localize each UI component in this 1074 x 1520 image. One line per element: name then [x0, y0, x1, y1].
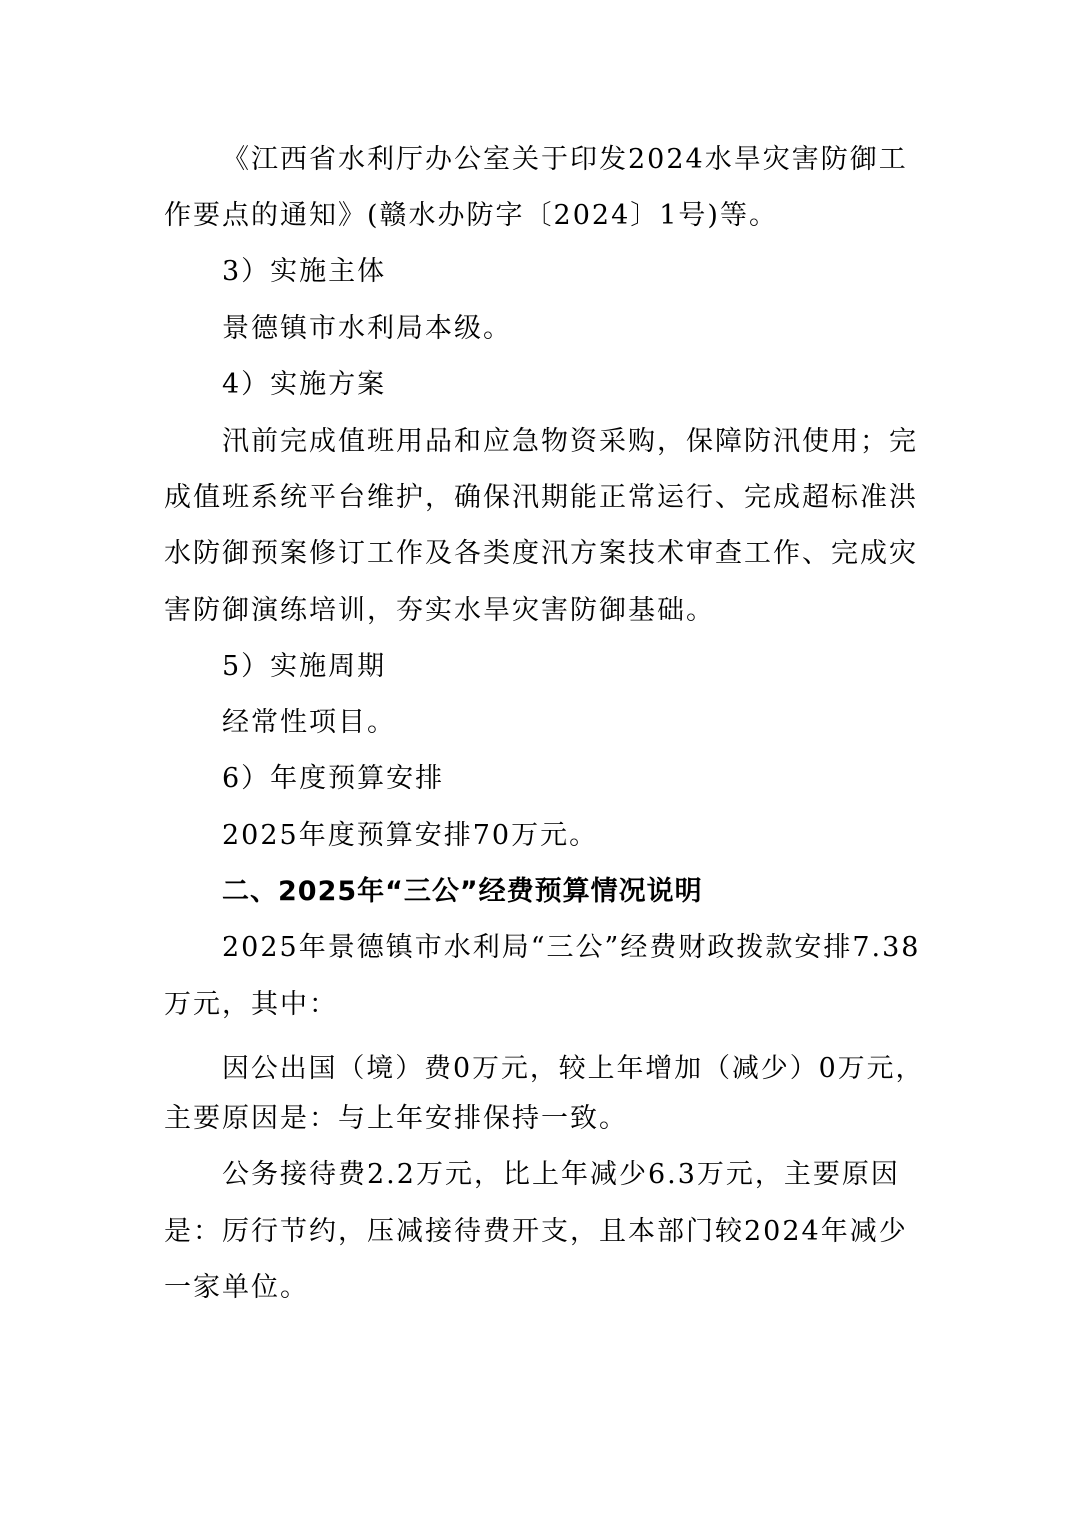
paragraph-line: 一家单位。 [164, 1272, 309, 1303]
paragraph-line: 水防御预案修订工作及各类度汛方案技术审查工作、完成灾 [164, 538, 918, 569]
paragraph-line: 2025年景德镇市水利局“三公”经费财政拨款安排7.38 [222, 932, 921, 963]
paragraph-line: 害防御演练培训，夯实水旱灾害防御基础。 [164, 595, 715, 626]
paragraph-line: 万元，其中： [164, 989, 338, 1020]
paragraph-line: 因公出国（境）费0万元，较上年增加（减少）0万元， [222, 1053, 925, 1084]
paragraph-line: 作要点的通知》(赣水办防字〔2024〕1号)等。 [164, 200, 778, 231]
section-heading: 二、2025年“三公”经费预算情况说明 [222, 876, 703, 907]
paragraph-line: 公务接待费2.2万元，比上年减少6.3万元，主要原因 [222, 1159, 900, 1190]
paragraph-line: 《江西省水利厅办公室关于印发2024水旱灾害防御工 [222, 144, 908, 175]
paragraph-line: 成值班系统平台维护，确保汛期能正常运行、完成超标准洪 [164, 482, 918, 513]
paragraph-line: 主要原因是：与上年安排保持一致。 [164, 1103, 628, 1134]
section-label: 3）实施主体 [222, 256, 387, 287]
section-label: 6）年度预算安排 [222, 763, 445, 794]
section-label: 5）实施周期 [222, 651, 387, 682]
paragraph-line: 2025年度预算安排70万元。 [222, 820, 599, 851]
paragraph-line: 经常性项目。 [222, 707, 396, 738]
paragraph-line: 景德镇市水利局本级。 [222, 313, 512, 344]
paragraph-line: 汛前完成值班用品和应急物资采购，保障防汛使用；完 [222, 426, 918, 457]
paragraph-line: 是：厉行节约，压减接待费开支，且本部门较2024年减少 [164, 1216, 908, 1247]
section-label: 4）实施方案 [222, 369, 387, 400]
